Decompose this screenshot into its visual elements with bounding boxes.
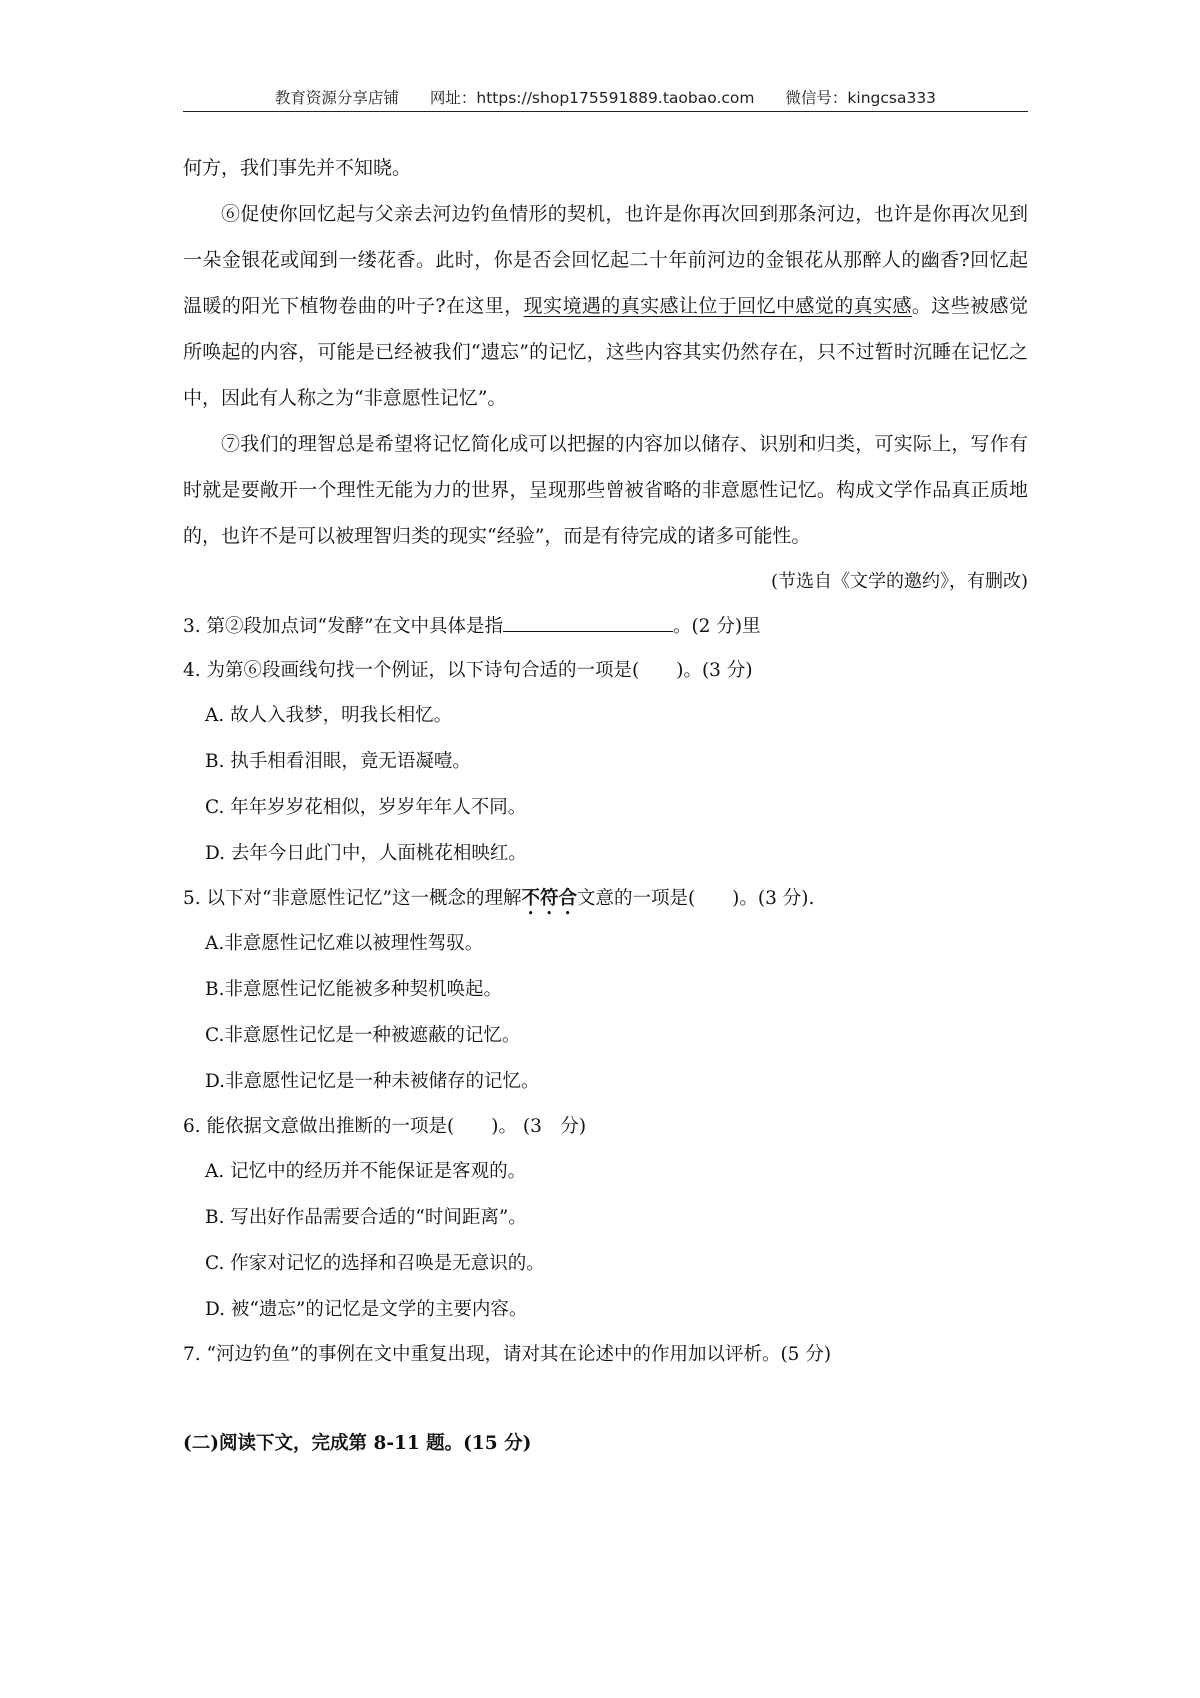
header-divider (183, 111, 1028, 112)
section-2-heading: (二)阅读下文，完成第 8-11 题。(15 分) (183, 1433, 532, 1454)
q6-option-b: B. 写出好作品需要合适的“时间距离”。 (205, 1207, 527, 1228)
q6-option-d: D. 被“遗忘”的记忆是文学的主要内容。 (205, 1299, 528, 1320)
q3-stem: 3. 第②段加点词“发酵”在文中具体是指 (183, 616, 503, 637)
q5-option-c: C.非意愿性记忆是一种被遮蔽的记忆。 (205, 1025, 521, 1046)
q5-stem-end: 文意的一项是( )。(3 分). (576, 888, 815, 909)
q3-answer-blank[interactable] (503, 613, 673, 632)
q5-option-d: D.非意愿性记忆是一种未被储存的记忆。 (205, 1071, 540, 1092)
q6-option-a: A. 记忆中的经历并不能保证是客观的。 (205, 1161, 527, 1182)
passage-paragraph-7: ⑦我们的理智总是希望将记忆简化成可以把握的内容加以储存、识别和归类，可实际上，写作有时就是要敞开一个理性无能为力的世界，呈现那些曾被省略的非意愿性记忆。构成文学作品真正质地的，也许不是可以被理智归类的现实“经验”，而是有待完成的诸多可能性。 (183, 433, 1028, 547)
q4-option-c: C. 年年岁岁花相似，岁岁年年人不同。 (205, 797, 527, 818)
header-wechat: 微信号：kingcsa333 (785, 89, 937, 107)
p6-text-after: 。这些被感觉所唤起的内容，可能是已经被我们“遗忘”的记忆，这些内容其实仍然存在，只不过暂时沉睡在记忆之中，因此有人称之为“非意愿性记忆”。 (183, 295, 1028, 409)
header-url: 网址：https://shop175591889.taobao.com (429, 89, 755, 107)
q4-option-d: D. 去年今日此门中，人面桃花相映红。 (205, 843, 527, 864)
question-3 (183, 605, 1028, 649)
header-shop: 教育资源分享店铺 (274, 89, 399, 107)
question-6: 6. 能依据文意做出推断的一项是( )。 (3 分) (183, 1116, 587, 1137)
q5-emphasis: 不符合 (521, 888, 577, 909)
page-header (183, 86, 1028, 108)
question-7: 7. “河边钓鱼”的事例在文中重复出现，请对其在论述中的作用加以评析。(5 分) (183, 1344, 832, 1365)
q6-option-c: C. 作家对记忆的选择和召唤是无意识的。 (205, 1253, 545, 1274)
answer-space (183, 1377, 1028, 1421)
q5-stem: 5. 以下对“非意愿性记忆”这一概念的理解 (183, 888, 522, 909)
document-body (183, 145, 1028, 1467)
q5-option-b: B.非意愿性记忆能被多种契机唤起。 (205, 979, 502, 1000)
p6-underlined-sentence: 现实境遇的真实感让位于回忆中感觉的真实感 (523, 295, 912, 317)
q5-option-a: A.非意愿性记忆难以被理性驾驭。 (205, 933, 484, 954)
question-5 (183, 877, 1028, 921)
q4-option-b: B. 执手相看泪眼，竟无语凝噎。 (205, 751, 471, 772)
question-4: 4. 为第⑥段画线句找一个例证，以下诗句合适的一项是( )。(3 分) (183, 660, 753, 681)
p6-text-before: ⑥促使你回忆起与父亲去河边钓鱼情形的契机，也许是你再次回到那条河边，也许是你再次见到一朵金银花或闻到一缕花香。此时，你是否会回忆起二十年前河边的金银花从那醉人的幽香?回忆起温暖的阳光下植物卷曲的叶子?在这里， (183, 203, 1028, 317)
q4-option-a: A. 故人入我梦，明我长相忆。 (205, 705, 453, 726)
passage-source: (节选自《文学的邀约》，有删改) (770, 571, 1028, 592)
passage-paragraph-6 (183, 191, 1028, 421)
q3-stem-end: 。(2 分)里 (672, 616, 761, 637)
passage-continuation: 何方，我们事先并不知晓。 (183, 157, 412, 179)
